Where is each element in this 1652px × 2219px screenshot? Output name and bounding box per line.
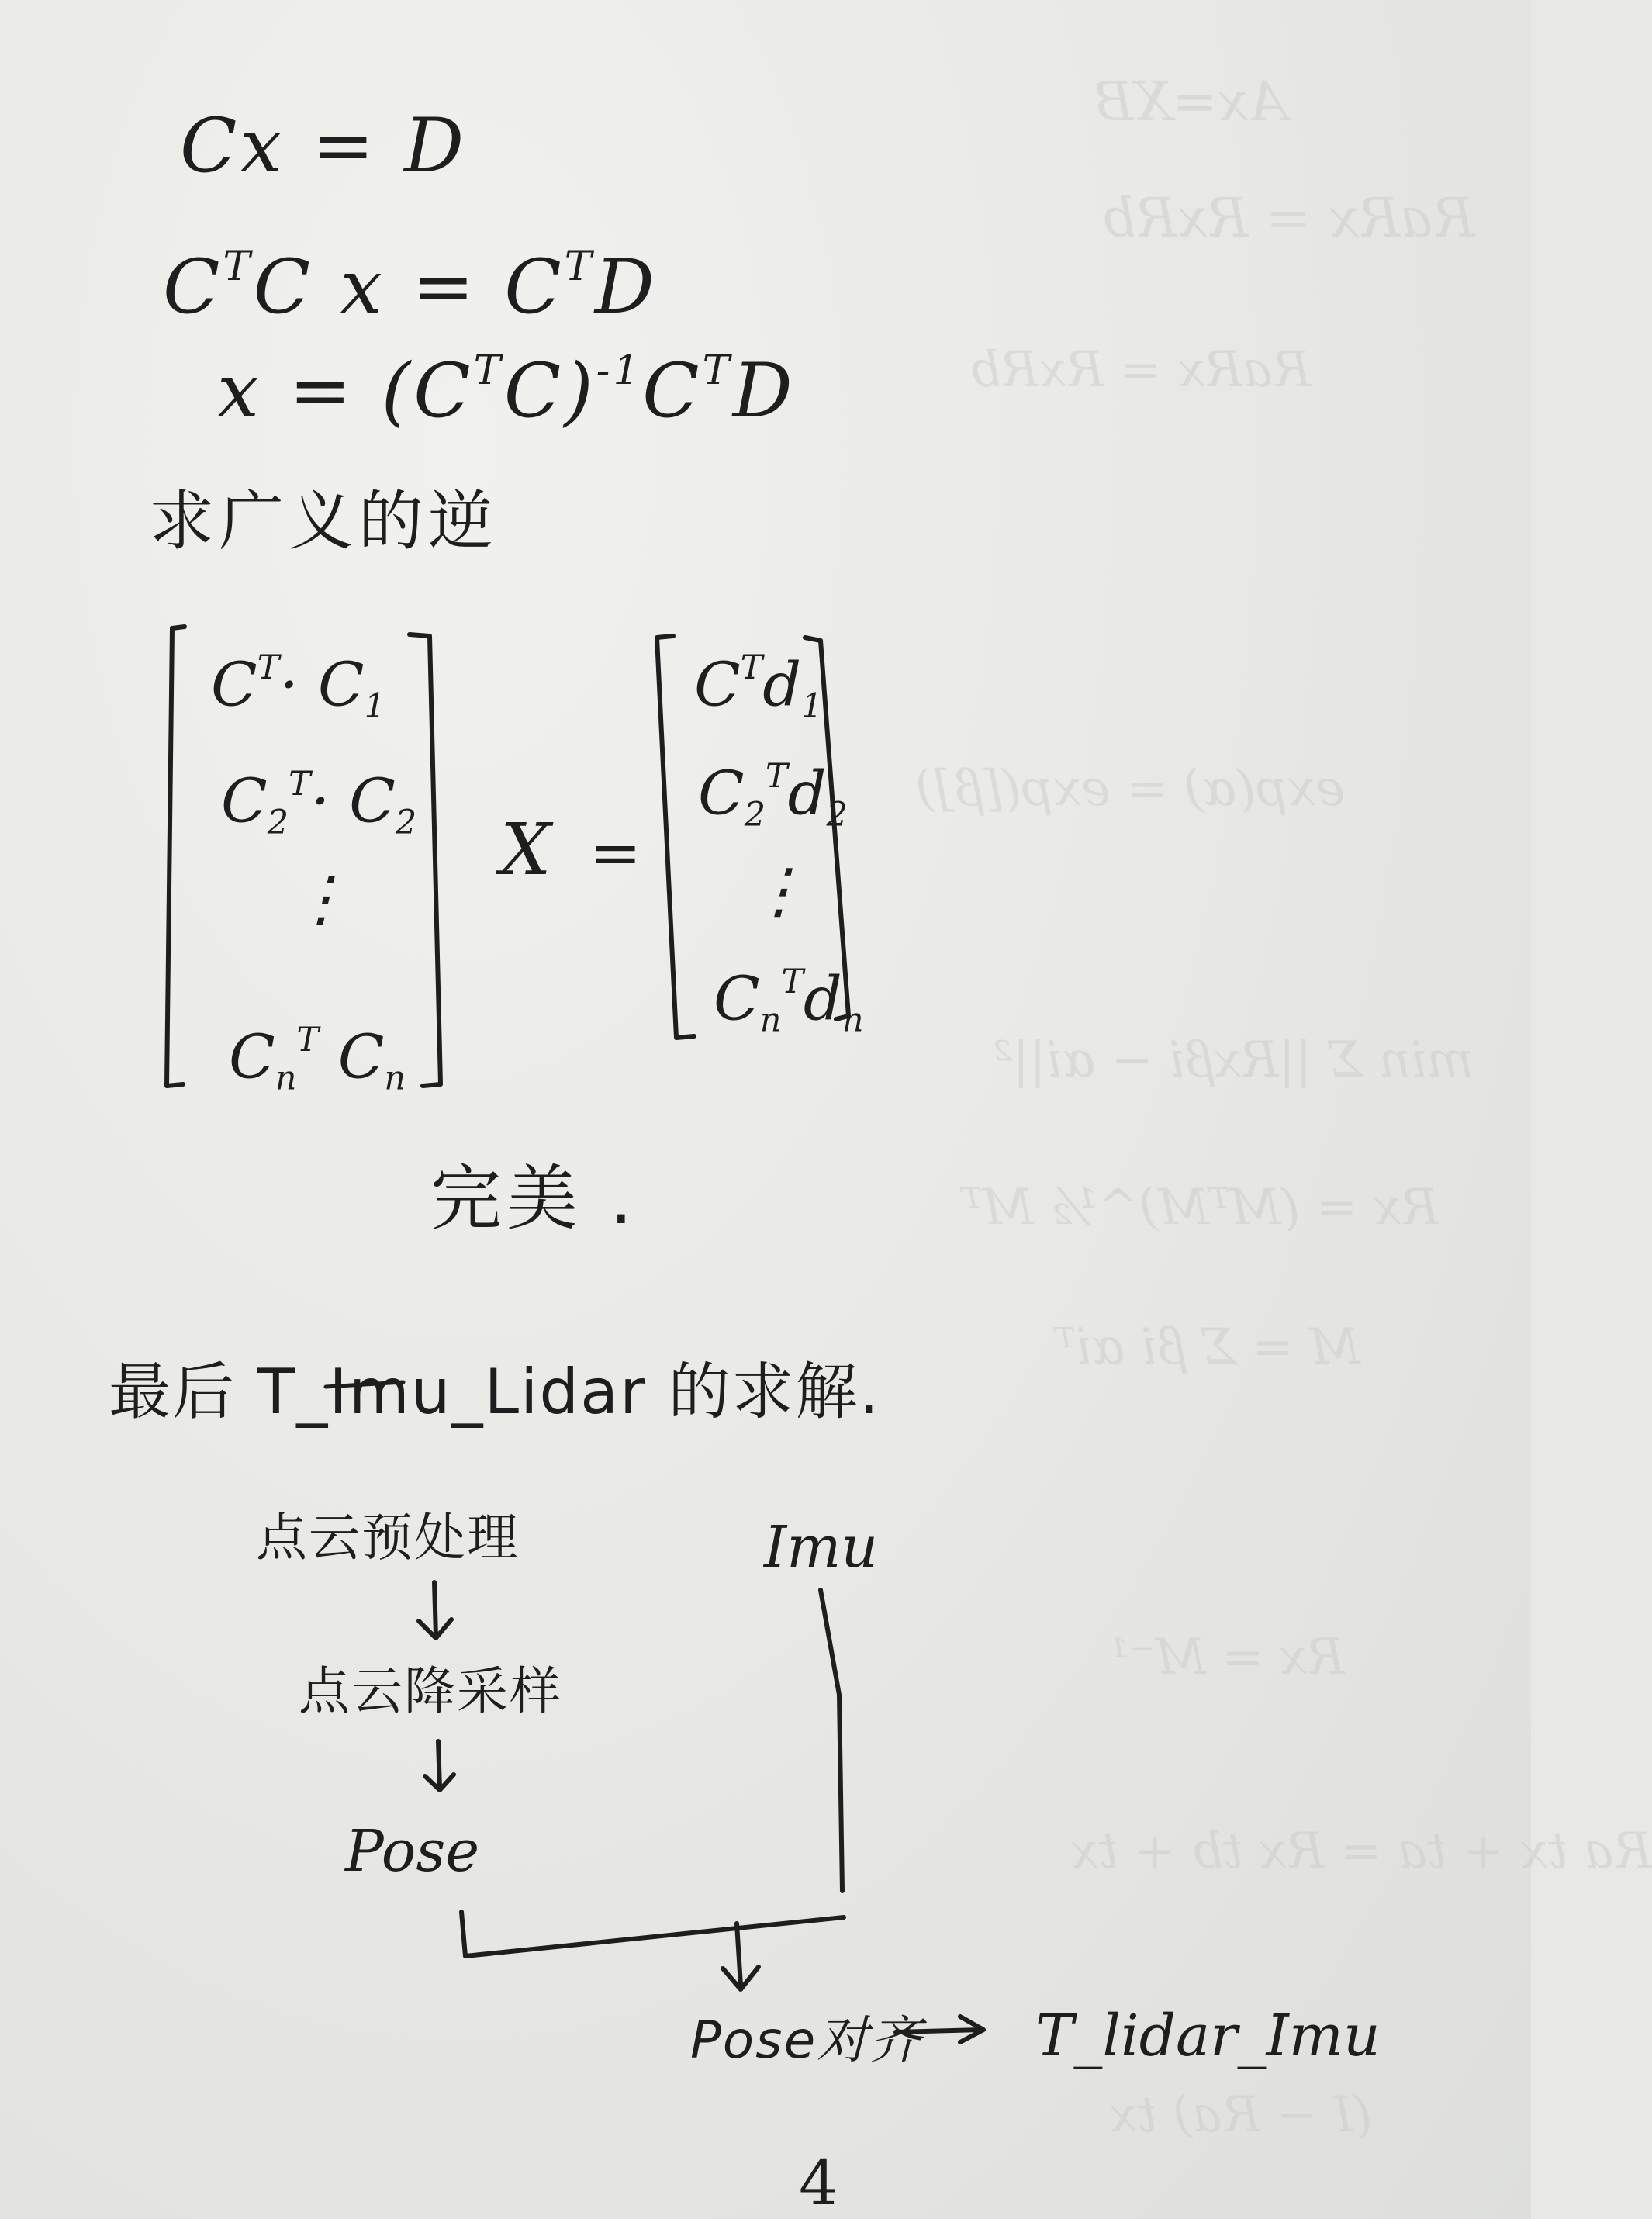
bleed-through: Ra tx + ta = Rx tb + tx bbox=[1070, 1823, 1652, 1880]
page-number: 4 bbox=[799, 2147, 838, 2219]
matrix-equals: = bbox=[589, 817, 642, 889]
matrix-right-row-dots: ⋮ bbox=[748, 856, 809, 926]
equation-cx-d: Cx = D bbox=[180, 102, 468, 189]
flow-imu: Imu bbox=[764, 1514, 879, 1581]
arrow-2-head bbox=[425, 1775, 454, 1790]
arrow-1 bbox=[434, 1582, 436, 1637]
matrix-right-row: $C^Td_1$ bbox=[694, 648, 823, 726]
bleed-through: Rx = (MᵀM)^½ Mᵀ bbox=[962, 1179, 1439, 1236]
bleed-through: (I − Ra) tx bbox=[1109, 2086, 1373, 2144]
bleed-through: Rx = M⁻¹ bbox=[1109, 1629, 1345, 1686]
matrix-x-label: X bbox=[500, 808, 551, 891]
matrix-left-row: $C_n^T$ $C_n$ bbox=[229, 1021, 406, 1098]
imu-line bbox=[821, 1590, 842, 1891]
join-line bbox=[461, 1912, 844, 1956]
matrix-left-row: $C_2^T\cdot C_2$ bbox=[221, 765, 417, 842]
final-heading: 最后 T_Imu_Lidar 的求解. bbox=[109, 1356, 880, 1428]
matrix-right-row: $C_n^Td_n$ bbox=[714, 963, 864, 1040]
bleed-through: min Σ ||Rxβi − αi||² bbox=[993, 1032, 1474, 1089]
heading-pseudo-inverse: 求广义的逆 bbox=[149, 483, 499, 559]
flow-step-downsample: 点云降采样 bbox=[299, 1661, 562, 1721]
bleed-through: Ax=XB bbox=[1094, 70, 1287, 133]
matrix-left-open-bracket bbox=[167, 627, 185, 1086]
flow-result: T_lidar_Imu bbox=[1035, 2003, 1381, 2069]
matrix-left-row: $C^T\cdot C_1$ bbox=[211, 648, 385, 726]
equation-solution: $x = (C^TC)^{-1}C^TD$ bbox=[217, 347, 796, 435]
bleed-through: M = Σ βi αiᵀ bbox=[1055, 1319, 1360, 1376]
perfect-note: 完美 . bbox=[430, 1157, 638, 1240]
vector-open-bracket bbox=[657, 636, 694, 1038]
bleed-through: RaRx = RxRb bbox=[1101, 186, 1475, 250]
matrix-left-row-dots: ⋮ bbox=[291, 864, 351, 934]
equation-normal: $C^TC$ $x = C^TD$ bbox=[163, 243, 658, 331]
matrix-left-close-bracket bbox=[410, 634, 441, 1086]
arrow-4-head bbox=[960, 2017, 983, 2042]
matrix-right-row: $C_2^Td_2$ bbox=[698, 757, 848, 835]
bleed-through: RaRx = RxRb bbox=[969, 341, 1311, 399]
arrow-1-head bbox=[419, 1619, 451, 1638]
flow-step-pose: Pose bbox=[345, 1818, 480, 1885]
arrow-2 bbox=[438, 1741, 440, 1788]
flow-step-pose-align: Pose对齐 bbox=[690, 2010, 923, 2070]
arrow-3 bbox=[737, 1923, 741, 1986]
arrow-3-head bbox=[723, 1967, 759, 1989]
bleed-through: exp(α) = exp([β]) bbox=[915, 760, 1346, 817]
flow-step-preprocess: 点云预处理 bbox=[256, 1508, 520, 1567]
